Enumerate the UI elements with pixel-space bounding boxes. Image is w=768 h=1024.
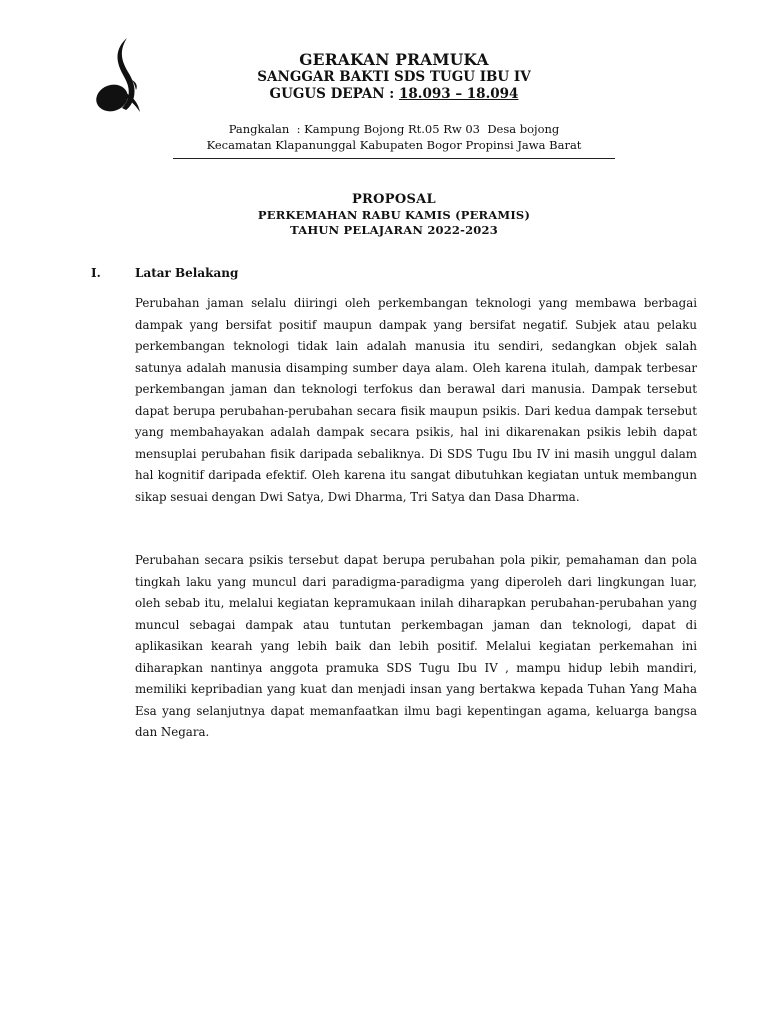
gugus-depan [150,86,638,103]
letterhead [150,50,638,103]
address-line-2: Kecamatan Klapanunggal Kabupaten Bogor Propinsi Jawa Barat [206,138,582,152]
letterhead-divider [173,158,615,159]
address-block [172,121,616,153]
unit-name: SANGGAR BAKTI SDS TUGU IBU IV [257,69,531,85]
paragraph-1: Perubahan jaman selalu diiringi oleh perkembangan teknologi yang membawa berbagai dampak yang bersifat positif maupun dampak yang bersifat negatif. Subjek atau pelaku perkembangan teknologi tidak lain adalah manusia itu sendiri, sedangkan objek salah satunya adalah manusia disamping sumber daya alam. Oleh karena itulah, dampak terbesar perkembangan jaman dan teknologi terfokus dan berawal dari manusia. Dampak tersebut dapat berupa perubahan-perubahan secara fisik maupun psikis. Dari kedua dampak tersebut yang membahayakan adalah dampak secara psikis, hal ini dikarenakan psikis lebih dapat mensuplai perubahan fisik daripada sebaliknya. Di SDS Tugu Ibu IV ini masih unggul dalam hal kognitif daripada efektif. Oleh karena itu sangat dibutuhkan kegiatan untuk membangun sikap sesuai dengan Dwi Satya, Dwi Dharma, Tri Satya dan Dasa Dharma. [135,296,697,504]
address-line-1: Pangkalan : Kampung Bojong Rt.05 Rw 03 Desa bojong [228,122,560,136]
section-heading: Latar Belakang [135,266,239,280]
paragraph-2: Perubahan secara psikis tersebut dapat berupa perubahan pola pikir, pemahaman dan pola tingkah laku yang muncul dari paradigma-paradigma yang diperoleh dari lingkungan luar, oleh sebab itu, melalui kegiatan kepramukaan inilah diharapkan perubahan-perubahan yang muncul sebagai dampak atau tuntutan perkembagan jaman dan teknologi, dapat di aplikasikan kearah yang lebih baik dan lebih positif. Melalui kegiatan perkemahan ini diharapkan nantinya anggota pramuka SDS Tugu Ibu IV , mampu hidup lebih mandiri, memiliki kepribadian yang kuat dan menjadi insan yang bertakwa kepada Tuhan Yang Maha Esa yang selanjutnya dapat memanfaatkan ilmu bagi kepentingan agama, keluarga bangsa dan Negara. [135,553,697,739]
tunas-kelapa-logo-icon [92,36,150,120]
gugus-label: GUGUS DEPAN : [269,86,399,102]
gugus-number: 18.093 – 18.094 [398,86,519,102]
section-number: I. [91,266,101,280]
document-title [150,192,638,238]
title-sub-1: PERKEMAHAN RABU KAMIS (PERAMIS) [257,208,531,222]
title-main: PROPOSAL [351,192,437,207]
org-name: GERAKAN PRAMUKA [299,50,489,69]
title-sub-2: TAHUN PELAJARAN 2022-2023 [290,223,498,237]
